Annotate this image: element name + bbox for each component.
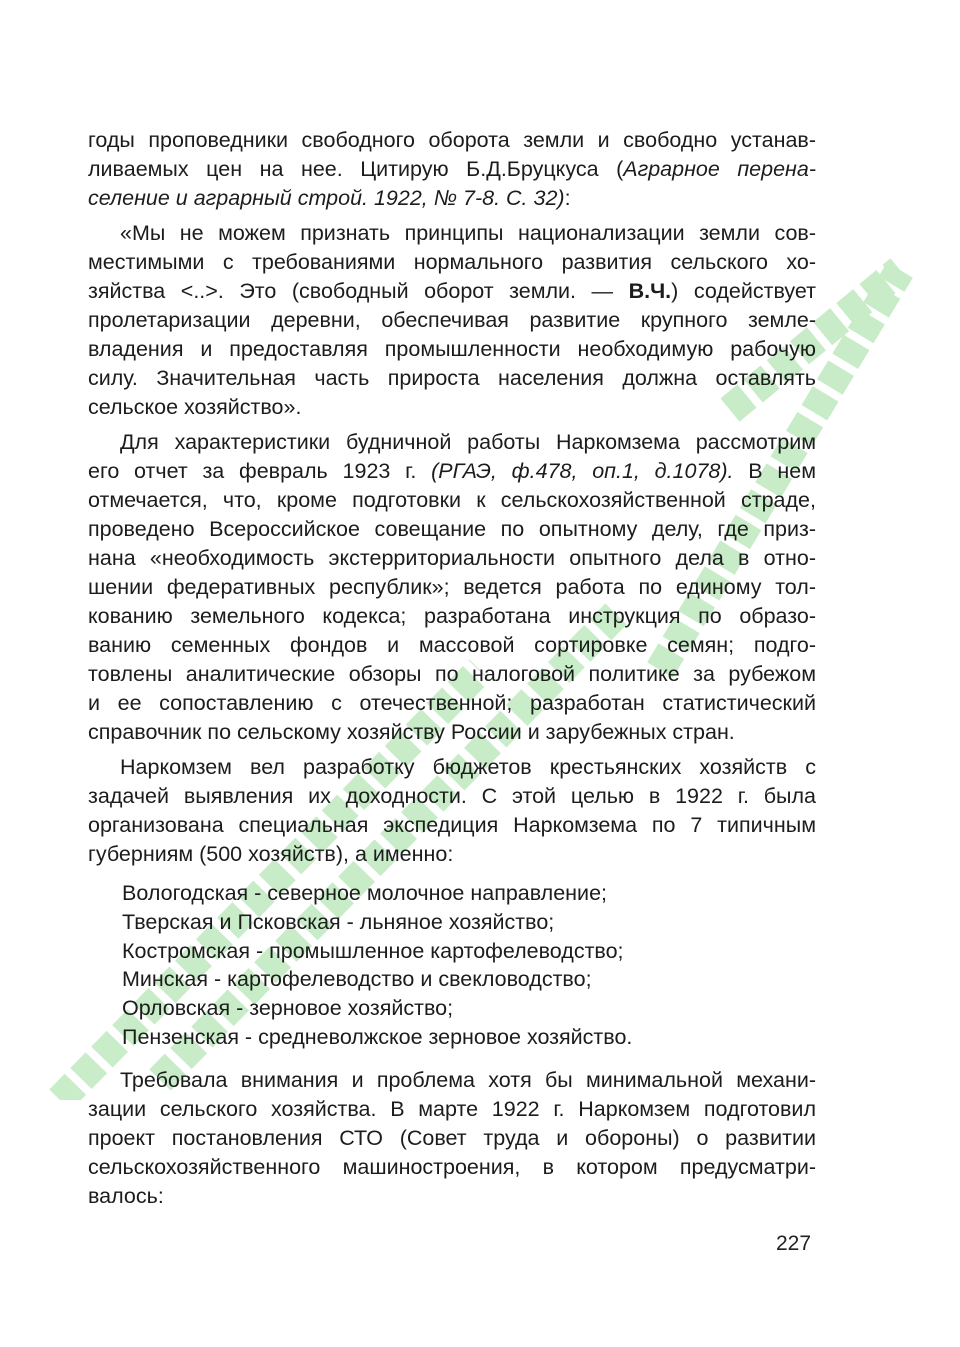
text-line: задачей выявления их доходности. С этой целью в 1922 г. была [88, 784, 816, 808]
text-line: силу. Значительная часть прироста населения должна оставлять [88, 366, 816, 390]
list-item: Костромская - промышленное картофелеводство; [122, 938, 624, 963]
text-line: проект постановления СТО (Совет труда и обороны) о развитии [88, 1125, 816, 1150]
paragraph-5 [88, 1066, 816, 1211]
paragraph-quote [88, 219, 816, 422]
list-item: Минская - картофелеводство и свекловодство; [122, 967, 592, 992]
text-line: Для характеристики будничной работы Наркомзема рассмотрим [120, 430, 816, 454]
text-line: валось: [88, 1183, 164, 1208]
paragraph-1 [88, 126, 816, 213]
text-line: ливаемых цен на нее. Цитирую Б.Д.Бруцкуса (Аграрное перена- [88, 157, 816, 181]
list-item: Пензенская - средневолжское зерновое хозяйство. [122, 1024, 633, 1049]
text-line: его отчет за февраль 1923 г. (РГАЭ, ф.478, оп.1, д.1078). В нем [88, 459, 816, 483]
text-line: организована специальная экспедиция Наркомзема по 7 типичным [88, 813, 816, 837]
text-line: Требовала внимания и проблема хотя бы минимальной механи- [120, 1067, 816, 1092]
list-item: Орловская - зерновое хозяйство; [122, 996, 454, 1021]
text-line: отмечается, что, кроме подготовки к сельскохозяйственной страде, [88, 488, 816, 512]
archive-citation: (РГАЭ, ф.478, оп.1, д.1078). [431, 459, 734, 483]
text-line: справочник по сельскому хозяйству России и зарубежных стран. [88, 720, 735, 744]
text-line: зяйства <..>. Это (свободный оборот земли. — В.Ч.) содействует [88, 279, 816, 303]
text-line: местимыми с требованиями нормального развития сельского хо- [88, 250, 816, 274]
text-line: губерниям (500 хозяйств), а именно: [88, 842, 454, 866]
text-line: нана «необходимость экстерриториальности опытного дела в отно- [88, 546, 816, 570]
page-number: 227 [776, 1232, 812, 1255]
text-line: владения и предоставляя промышленности необходимую рабочую [88, 337, 816, 361]
text-line: сельскохозяйственного машиностроения, в котором предусматри- [88, 1154, 816, 1179]
text-line: Наркомзем вел разработку бюджетов крестьянских хозяйств с [120, 755, 816, 779]
paragraph-4 [88, 753, 816, 869]
text-line: «Мы не можем признать принципы национализации земли сов- [120, 221, 816, 245]
text-line: шении федеративных республик»; ведется работа по единому тол- [88, 575, 816, 599]
text-line: проведено Всероссийское совещание по опытному делу, где приз- [88, 517, 816, 541]
paragraph-3 [88, 428, 816, 747]
list-item: Тверская и Псковская - льняное хозяйство; [122, 909, 555, 934]
text-line: кованию земельного кодекса; разработана инструкция по образо- [88, 604, 816, 628]
province-list [122, 879, 816, 1052]
author-initials: В.Ч. [628, 279, 672, 303]
text-line: годы проповедники свободного оборота земли и свободно устанав- [88, 128, 816, 152]
text-line: ванию семенных фондов и массовой сортировке семян; подго- [88, 633, 816, 657]
text-line: зации сельского хозяйства. В марте 1922 г. Наркомзем подготовил [88, 1096, 816, 1121]
text-line: селение и аграрный строй. 1922, № 7-8. С. 32): [88, 186, 571, 210]
list-item: Вологодская - северное молочное направление; [122, 881, 607, 905]
text-line: товлены аналитические обзоры по налоговой политике за рубежом [88, 662, 816, 686]
text-line: пролетаризации деревни, обеспечивая развитие крупного земле- [88, 308, 816, 332]
page-body [88, 126, 816, 1217]
text-line: и ее сопоставлению с отечественной; разработан статистический [88, 691, 816, 715]
text-line: сельское хозяйство». [88, 395, 302, 419]
